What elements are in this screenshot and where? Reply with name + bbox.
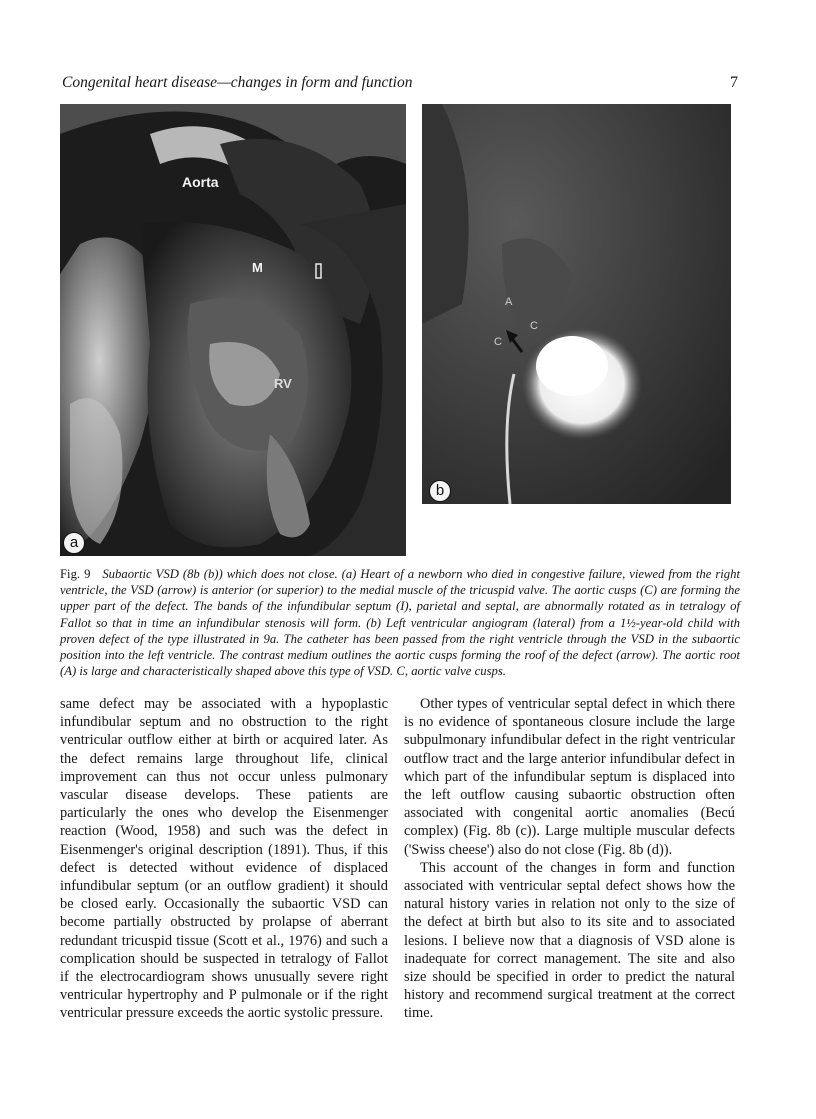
running-title: Congenital heart disease—changes in form and function — [62, 74, 413, 91]
body-left-column — [60, 695, 388, 1023]
paragraph: Other types of ventricular septal defect in which there is no evidence of spontaneous closure include the large subpulmonary infundibular defect in the right ventricular outflow tract and the large anterior infundibular defect in which part of the infundibular septum is displaced into the left outflow causing subaortic obstruction often associated with congenital aortic anomalies (Becú complex) (Fig. 8b (c)). Large multiple muscular defects ('Swiss cheese') also do not close (Fig. 8b (d)). — [404, 696, 735, 858]
angiogram-image — [422, 104, 731, 504]
label-c-right: C — [530, 320, 538, 332]
label-m: M — [252, 260, 263, 275]
label-a: A — [505, 296, 513, 308]
panel-letter-b: b — [429, 480, 451, 502]
page-header — [62, 74, 738, 94]
label-c-left: C — [494, 336, 502, 348]
paragraph: This account of the changes in form and function associated with ventricular septal defect shows how the natural history varies in relation not only to the size of the defect at birth but also to its site and to associated lesions. I believe now that a diagnosis of VSD alone is inadequate for correct management. The site and also size should be specified in order to predict the natural history and recommend surgical treatment at the correct time. — [404, 859, 735, 1022]
label-rv: RV — [274, 376, 292, 391]
page-number: 7 — [730, 74, 738, 91]
figure-caption — [60, 566, 740, 679]
panel-letter-a: a — [63, 532, 85, 554]
body-right-column — [404, 695, 735, 1023]
label-aorta: Aorta — [182, 174, 219, 190]
heart-photograph — [60, 104, 406, 556]
paragraph: same defect may be associated with a hypoplastic infundibular septum and no obstruction to the right ventricular outflow either at birth or acquired later. As the defect remains large throughout life, clinical improvement can thus not occur unless pulmonary vascular disease develops. These patients are particularly the ones who develop the Eisenmenger reaction (Wood, 1958) and such was the defect in Eisenmenger's original description (1891). Thus, if this defect is detected without evidence of displaced infundibular septum (or an outflow gradient) it should be closed early. Occasionally the subaortic VSD can become partially obstructed by prolapse of aberrant redundant tricuspid tissue (Scott et al., 1976) and such a complication should be suspected in tetralogy of Fallot if the electrocardiogram shows unusually severe right ventricular hypertrophy and P pulmonale or if the right ventricular pressure exceeds the aortic systolic pressure. — [60, 696, 388, 1022]
figure-panel-a — [60, 104, 406, 556]
figure-panel-b — [422, 104, 731, 504]
caption-label: Fig. 9 — [60, 567, 91, 581]
caption-text: Subaortic VSD (8b (b)) which does not close. (a) Heart of a newborn who died in congestive failure, viewed from the right ventricle, the VSD (arrow) is anterior (or superior) to the medial muscle of the tricuspid valve. The aortic cusps (C) are forming the upper part of the defect. The bands of the infundibular septum (I), parietal and septal, are abnormally rotated as in tetralogy of Fallot so that in time an infundibular stenosis will form. (b) Left ventricular angiogram (lateral) from a 1½-year-old child with proven defect of the type illustrated in 9a. The catheter has been passed from the right ventricle through the VSD in the subaortic position into the left ventricle. The contrast medium outlines the aortic cusps forming the roof of the defect (arrow). The aortic root (A) is large and characteristically shaped above this type of VSD. C, aortic valve cusps. — [60, 567, 741, 679]
